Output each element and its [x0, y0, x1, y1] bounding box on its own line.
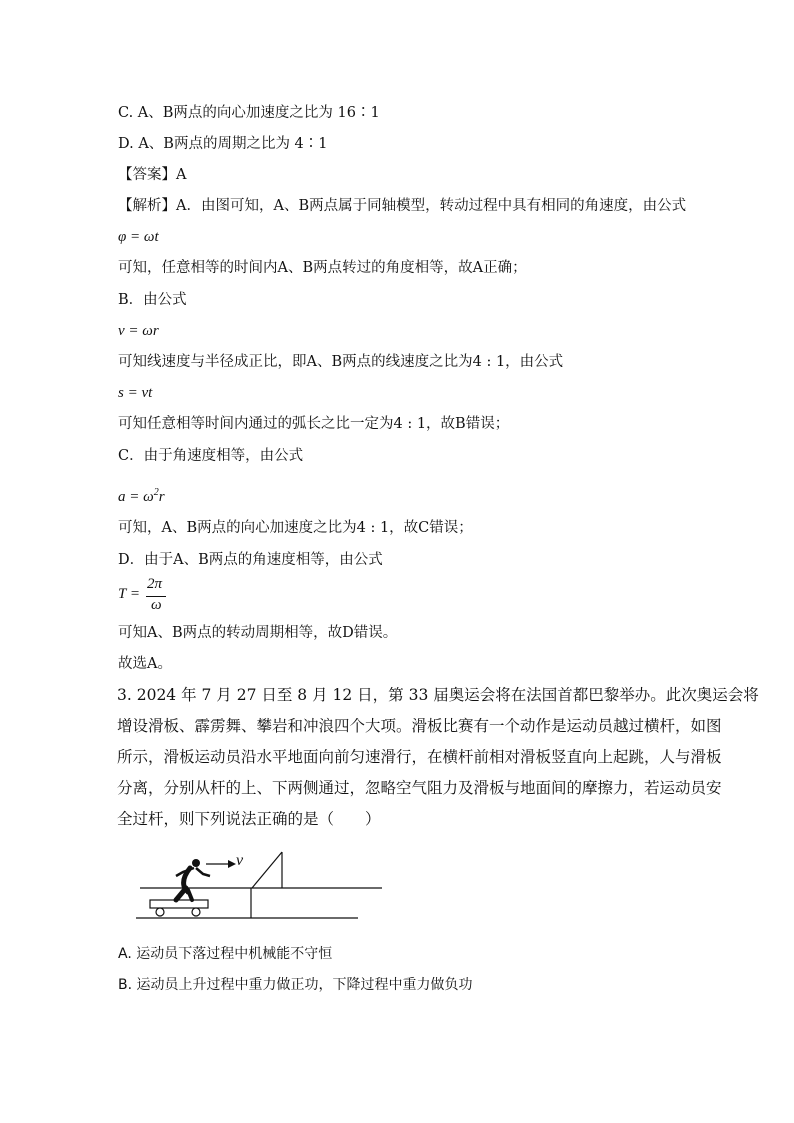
text-a: 可知，任意相等的时间内A、B两点转过的角度相等，故A正确； — [118, 260, 527, 276]
formula-T-numerator: 2π — [147, 576, 163, 592]
question3-line4: 分离，分别从杆的上、下两侧通过，忽略空气阻力及滑板与地面间的摩擦力，若运动员安 — [117, 779, 722, 797]
c-head: C．由于角速度相等，由公式 — [118, 448, 304, 464]
text-d: 可知A、B两点的转动周期相等，故D错误。 — [118, 625, 398, 641]
option-c-text: C. A、B两点的向心加速度之比为 16∶1 — [118, 105, 380, 121]
velocity-arrow-icon — [206, 860, 236, 868]
formula-s: s = vt — [118, 385, 153, 401]
formula-a-sup: 2 — [153, 487, 159, 498]
answer-line — [118, 165, 186, 185]
formula-phi: φ = ωt — [118, 229, 159, 245]
formula-a-lhs: a = ω — [118, 489, 154, 505]
formula-a-r: r — [158, 489, 165, 505]
formula-T — [118, 576, 178, 616]
formula-v: v = ωr — [118, 323, 159, 339]
question3-line2: 增设滑板、霹雳舞、攀岩和冲浪四个大项。滑板比赛有一个动作是运动员越过横杆，如图 — [117, 717, 722, 735]
velocity-label: v — [236, 852, 244, 869]
analysis-label: 【解析】 — [118, 198, 176, 214]
skateboard-figure — [130, 848, 390, 926]
text-c: 可知，A、B两点的向心加速度之比为4 : 1，故C错误； — [118, 520, 473, 536]
answer-value: A — [176, 167, 187, 183]
question3-line3: 所示，滑板运动员沿水平地面向前匀速滑行，在横杆前相对滑板竖直向上起跳，人与滑板 — [117, 748, 722, 766]
option-b: B. 运动员上升过程中重力做正功，下降过程中重力做负功 — [118, 977, 473, 993]
skater-icon — [176, 859, 210, 900]
bar-slant — [252, 852, 282, 888]
conclusion: 故选A。 — [118, 656, 172, 672]
skateboard-icon — [150, 900, 208, 916]
formula-a — [118, 483, 165, 507]
b-head: B．由公式 — [118, 292, 187, 308]
answer-label: 【答案】 — [118, 167, 176, 183]
text-b1: 可知线速度与半径成正比，即A、B两点的线速度之比为4 : 1，由公式 — [118, 354, 564, 370]
analysis-line — [118, 196, 686, 216]
formula-T-lhs: T = — [118, 586, 140, 602]
text-b2: 可知任意相等时间内通过的弧长之比一定为4 : 1，故B错误； — [118, 416, 510, 432]
formula-T-denominator: ω — [151, 597, 162, 613]
analysis-a-text: A．由图可知，A、B两点属于同轴模型，转动过程中具有相同的角速度，由公式 — [176, 198, 687, 214]
d-head: D．由于A、B两点的角速度相等，由公式 — [118, 552, 383, 568]
question3-line1: 3. 2024 年 7 月 27 日至 8 月 12 日，第 33 届奥运会将在法国首都巴黎举办。此次奥运会将 — [117, 686, 759, 704]
option-a: A. 运动员下落过程中机械能不守恒 — [118, 946, 333, 962]
question3-line5: 全过杆，则下列说法正确的是（ ） — [117, 810, 381, 828]
option-d-text: D. A、B两点的周期之比为 4∶1 — [118, 136, 328, 152]
